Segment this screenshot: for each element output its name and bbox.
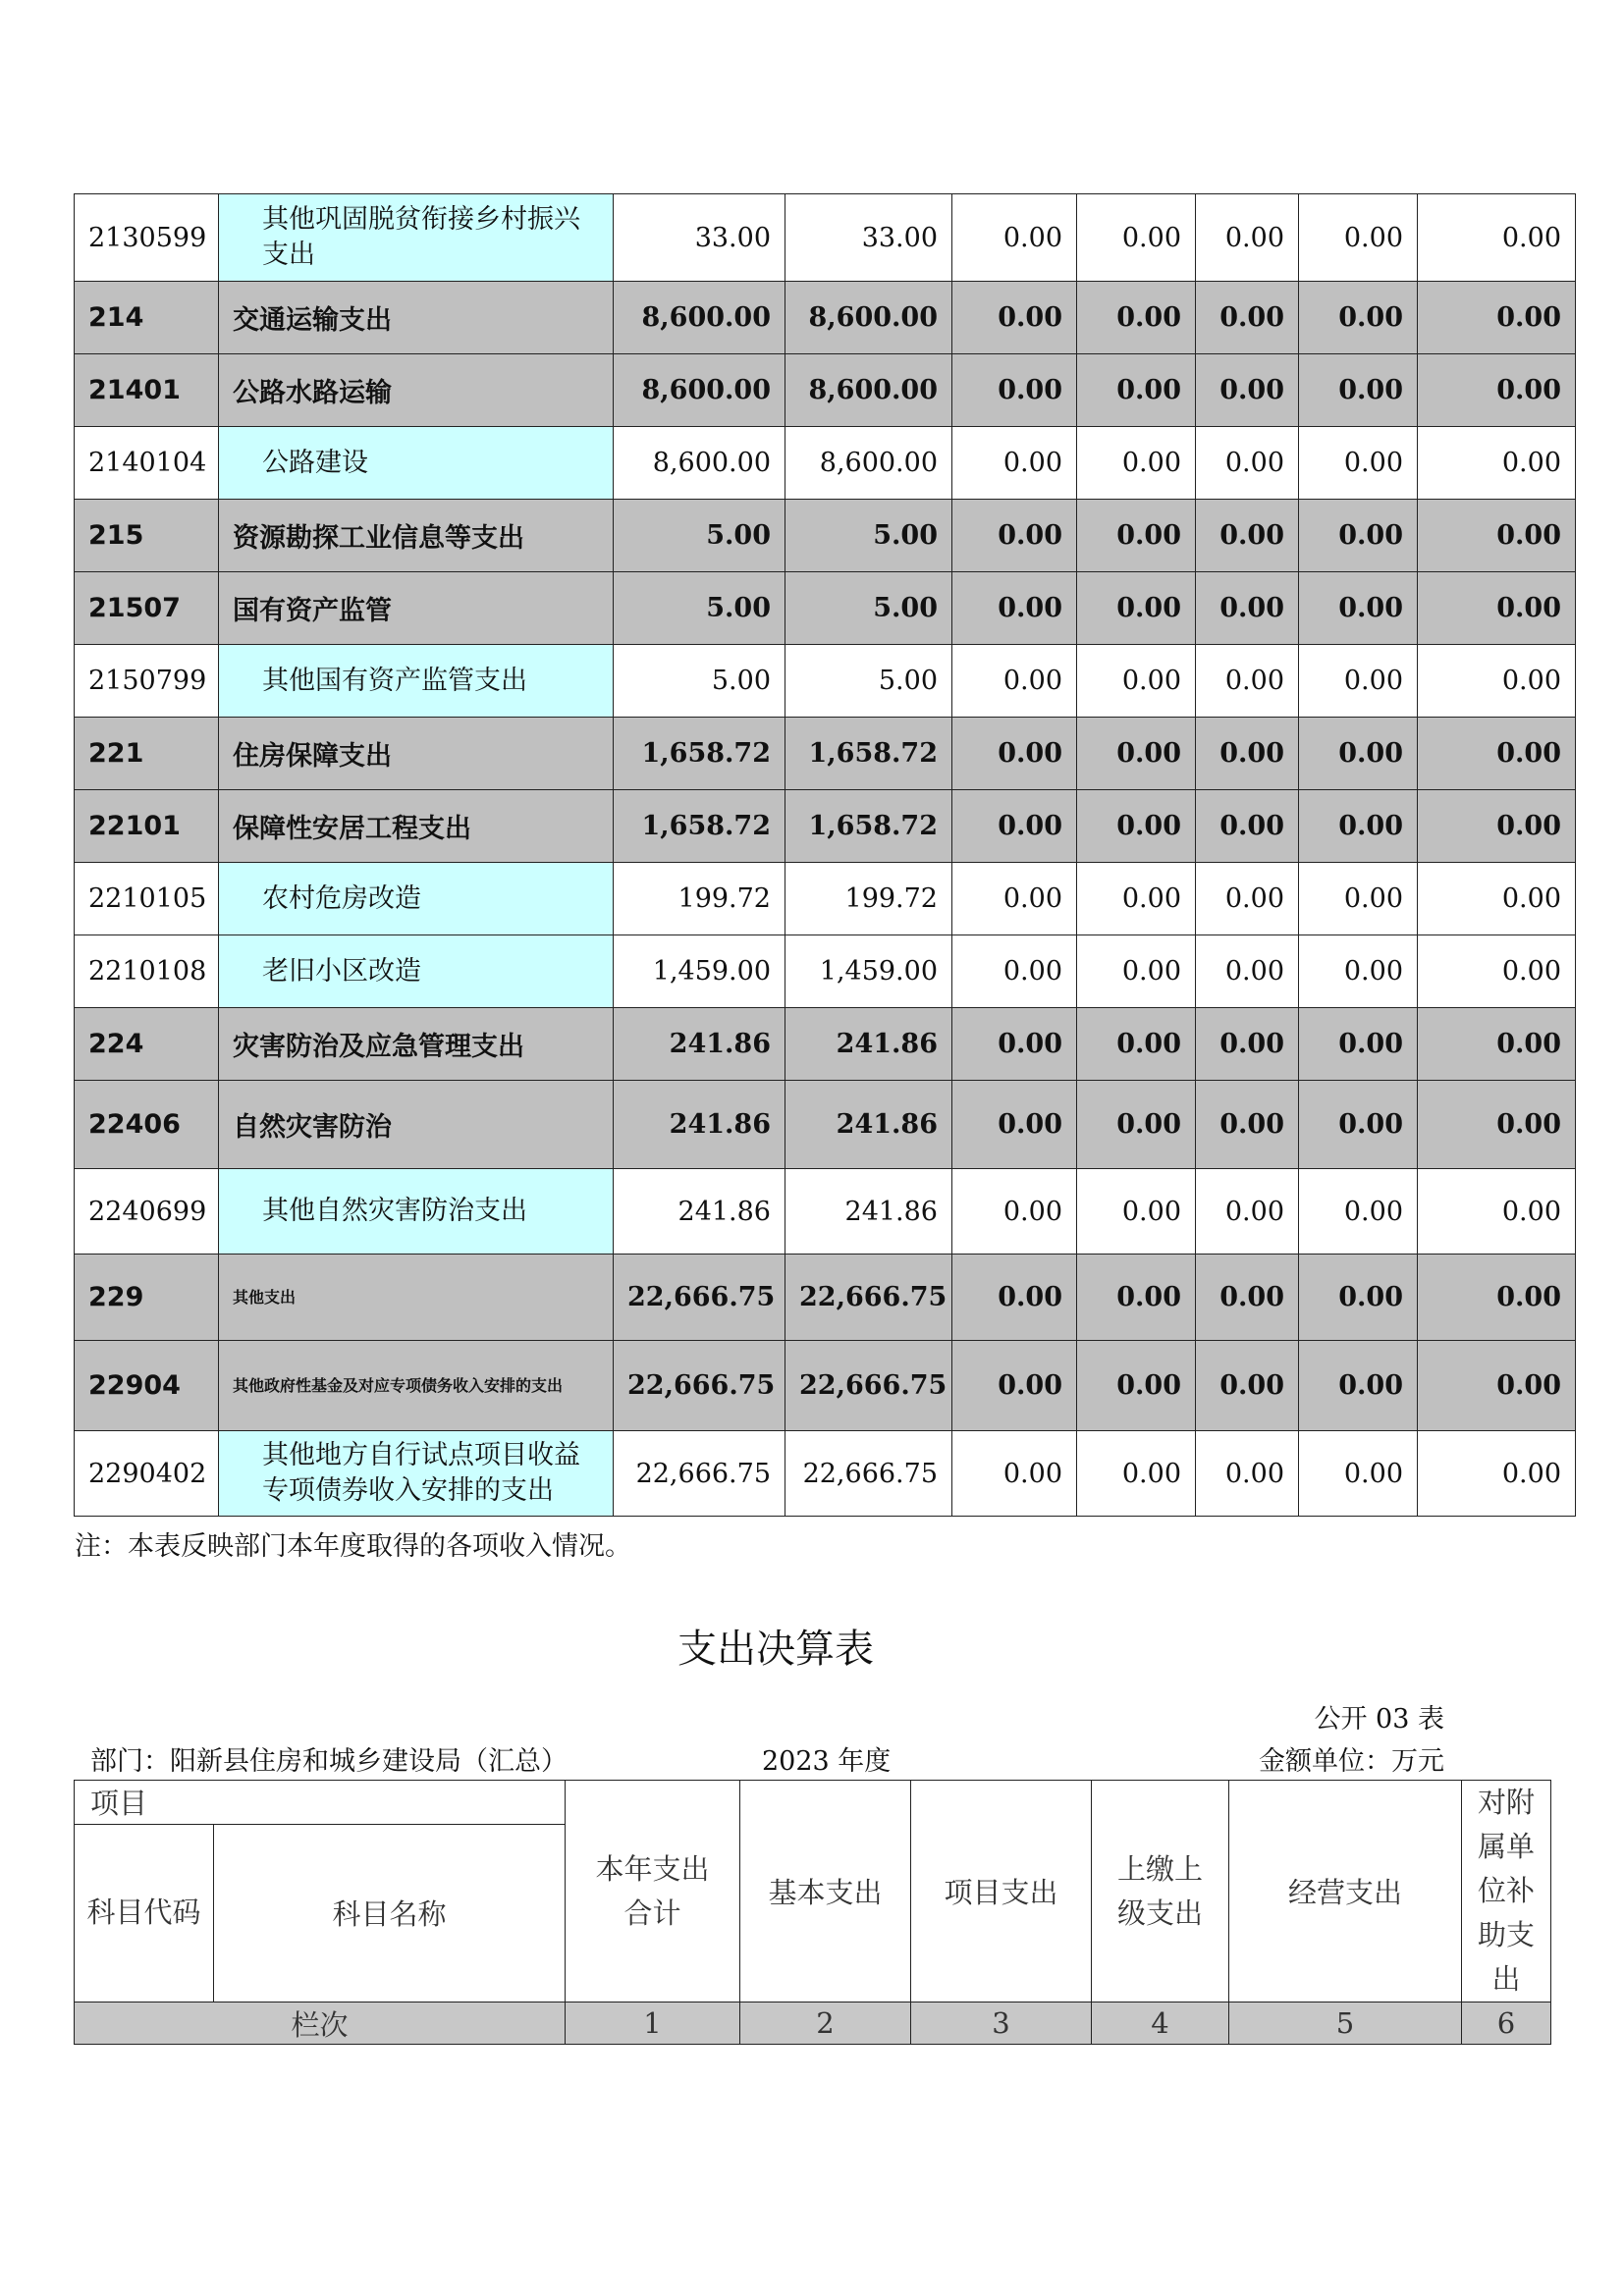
row-value: 0.00 [1418,572,1576,645]
row-value: 0.00 [1299,1081,1418,1169]
row-value: 0.00 [1196,1169,1299,1255]
header-subsidy: 对附 属单 位补 助支 出 [1462,1781,1551,2002]
row-value: 5.00 [614,500,785,572]
row-value: 0.00 [1196,645,1299,718]
row-value: 0.00 [1418,645,1576,718]
column-number: 2 [740,2002,911,2045]
row-value: 22,666.75 [785,1255,952,1341]
table-row [75,645,1576,718]
header-project-expense: 项目支出 [911,1781,1092,2002]
row-value: 0.00 [952,1081,1077,1169]
income-table-body [75,194,1576,1517]
row-value: 0.00 [952,1169,1077,1255]
row-value: 1,658.72 [614,718,785,790]
row-name: 其他地方自行试点项目收益专项债券收入安排的支出 [219,1431,614,1517]
row-value: 0.00 [1299,354,1418,427]
column-number: 4 [1092,2002,1229,2045]
row-value: 0.00 [1077,572,1196,645]
row-value: 0.00 [1077,282,1196,354]
row-code: 2130599 [75,194,219,282]
row-value: 0.00 [1299,645,1418,718]
row-code: 2140104 [75,427,219,500]
table-row [75,1255,1576,1341]
row-value: 0.00 [1418,718,1576,790]
column-number-row [75,2002,1551,2045]
row-value: 22,666.75 [614,1431,785,1517]
row-value: 0.00 [952,282,1077,354]
row-value: 0.00 [1196,354,1299,427]
row-value: 0.00 [1299,1008,1418,1081]
row-name: 其他自然灾害防治支出 [219,1169,614,1255]
row-name: 其他巩固脱贫衔接乡村振兴支出 [219,194,614,282]
row-value: 8,600.00 [614,282,785,354]
column-number: 5 [1229,2002,1462,2045]
row-value: 0.00 [1418,1169,1576,1255]
column-label: 栏次 [75,2002,566,2045]
row-value: 0.00 [1418,500,1576,572]
row-value: 0.00 [1299,282,1418,354]
table-row [75,1081,1576,1169]
row-name: 资源勘探工业信息等支出 [219,500,614,572]
row-value: 0.00 [1077,427,1196,500]
row-code: 214 [75,282,219,354]
row-code: 21507 [75,572,219,645]
row-value: 33.00 [785,194,952,282]
row-value: 241.86 [785,1081,952,1169]
row-name: 交通运输支出 [219,282,614,354]
row-value: 0.00 [1077,354,1196,427]
row-value: 0.00 [1196,1008,1299,1081]
row-value: 0.00 [952,1008,1077,1081]
row-value: 0.00 [1196,790,1299,863]
row-value: 0.00 [1196,572,1299,645]
row-value: 0.00 [1196,1255,1299,1341]
row-name: 住房保障支出 [219,718,614,790]
row-value: 8,600.00 [614,354,785,427]
table-row [75,935,1576,1008]
row-value: 0.00 [952,427,1077,500]
income-table [74,193,1576,1517]
row-value: 0.00 [952,863,1077,935]
row-value: 199.72 [785,863,952,935]
row-value: 0.00 [1077,1255,1196,1341]
row-value: 0.00 [1299,863,1418,935]
row-value: 0.00 [952,194,1077,282]
row-value: 5.00 [785,572,952,645]
table-row [75,863,1576,935]
row-value: 33.00 [614,194,785,282]
header-project: 项目 [75,1781,566,1825]
row-value: 1,658.72 [785,790,952,863]
row-name: 灾害防治及应急管理支出 [219,1008,614,1081]
row-name: 公路建设 [219,427,614,500]
row-value: 0.00 [1418,1081,1576,1169]
row-value: 199.72 [614,863,785,935]
row-value: 0.00 [1196,863,1299,935]
row-name: 公路水路运输 [219,354,614,427]
row-value: 0.00 [1418,427,1576,500]
row-name: 国有资产监管 [219,572,614,645]
row-name: 农村危房改造 [219,863,614,935]
row-value: 0.00 [952,790,1077,863]
table-row [75,194,1576,282]
row-code: 229 [75,1255,219,1341]
row-name: 保障性安居工程支出 [219,790,614,863]
row-value: 241.86 [614,1081,785,1169]
table-row [75,718,1576,790]
row-name: 其他支出 [219,1255,614,1341]
row-code: 2210105 [75,863,219,935]
row-value: 5.00 [614,645,785,718]
row-value: 0.00 [1196,282,1299,354]
row-value: 0.00 [1077,1008,1196,1081]
table-row [75,1169,1576,1255]
row-value: 0.00 [1418,790,1576,863]
row-value: 0.00 [1299,1169,1418,1255]
expense-table [74,1780,1551,2045]
row-value: 0.00 [1077,790,1196,863]
row-value: 0.00 [1299,1341,1418,1431]
row-value: 0.00 [1077,1081,1196,1169]
row-value: 0.00 [1077,1169,1196,1255]
row-value: 0.00 [952,354,1077,427]
table-row [75,790,1576,863]
row-value: 241.86 [785,1169,952,1255]
row-value: 0.00 [1299,500,1418,572]
row-code: 221 [75,718,219,790]
row-code: 215 [75,500,219,572]
column-number: 3 [911,2002,1092,2045]
row-value: 1,658.72 [614,790,785,863]
row-value: 5.00 [614,572,785,645]
row-code: 22101 [75,790,219,863]
header-total: 本年支出 合计 [566,1781,740,2002]
row-value: 241.86 [614,1008,785,1081]
table-row [75,1008,1576,1081]
row-value: 0.00 [1418,935,1576,1008]
row-value: 1,658.72 [785,718,952,790]
row-value: 0.00 [1196,935,1299,1008]
row-value: 0.00 [1077,935,1196,1008]
row-value: 0.00 [1418,282,1576,354]
row-code: 224 [75,1008,219,1081]
row-value: 241.86 [785,1008,952,1081]
row-value: 0.00 [1077,863,1196,935]
row-code: 2210108 [75,935,219,1008]
table-id: 公开 03 表 [1314,1704,1444,1735]
row-value: 0.00 [952,1255,1077,1341]
row-name: 其他政府性基金及对应专项债务收入安排的支出 [219,1341,614,1431]
row-code: 21401 [75,354,219,427]
row-value: 0.00 [1299,572,1418,645]
table-row [75,282,1576,354]
row-value: 0.00 [1299,1431,1418,1517]
row-value: 5.00 [785,500,952,572]
row-value: 0.00 [1418,1008,1576,1081]
row-value: 0.00 [952,645,1077,718]
row-value: 241.86 [614,1169,785,1255]
unit-label: 金额单位：万元 [1259,1746,1444,1777]
row-value: 0.00 [952,1341,1077,1431]
row-value: 22,666.75 [785,1431,952,1517]
row-value: 0.00 [952,500,1077,572]
row-value: 0.00 [1299,718,1418,790]
row-value: 1,459.00 [785,935,952,1008]
row-value: 0.00 [1418,1255,1576,1341]
table-row [75,354,1576,427]
column-number: 6 [1462,2002,1551,2045]
row-value: 0.00 [1418,1341,1576,1431]
row-value: 0.00 [952,935,1077,1008]
row-value: 22,666.75 [614,1341,785,1431]
table-row [75,427,1576,500]
row-value: 0.00 [1299,427,1418,500]
row-value: 0.00 [1418,1431,1576,1517]
header-upper: 上缴上 级支出 [1092,1781,1229,2002]
row-value: 0.00 [1077,645,1196,718]
row-value: 0.00 [1299,1255,1418,1341]
row-value: 0.00 [1299,790,1418,863]
table-row [75,500,1576,572]
department-label: 部门：阳新县住房和城乡建设局（汇总） [90,1746,568,1777]
row-value: 0.00 [1418,194,1576,282]
row-value: 0.00 [1299,194,1418,282]
row-value: 0.00 [1077,500,1196,572]
row-name: 自然灾害防治 [219,1081,614,1169]
row-value: 0.00 [952,718,1077,790]
row-value: 0.00 [1196,1341,1299,1431]
row-value: 22,666.75 [785,1341,952,1431]
header-code: 科目代码 [75,1824,214,2002]
row-value: 0.00 [1418,354,1576,427]
row-value: 22,666.75 [614,1255,785,1341]
row-code: 2290402 [75,1431,219,1517]
row-value: 8,600.00 [614,427,785,500]
row-code: 2240699 [75,1169,219,1255]
row-code: 22406 [75,1081,219,1169]
header-basic: 基本支出 [740,1781,911,2002]
page-title: 支出决算表 [677,1627,874,1672]
row-value: 0.00 [1077,1341,1196,1431]
row-value: 0.00 [1418,863,1576,935]
row-value: 0.00 [1196,500,1299,572]
header-name: 科目名称 [214,1824,566,2002]
row-value: 8,600.00 [785,282,952,354]
table-row [75,572,1576,645]
row-value: 8,600.00 [785,354,952,427]
row-value: 0.00 [1196,718,1299,790]
row-value: 1,459.00 [614,935,785,1008]
row-name: 老旧小区改造 [219,935,614,1008]
row-value: 0.00 [1077,718,1196,790]
table-note: 注：本表反映部门本年度取得的各项收入情况。 [75,1531,631,1562]
row-value: 0.00 [1196,194,1299,282]
row-value: 8,600.00 [785,427,952,500]
header-operating: 经营支出 [1229,1781,1462,2002]
row-value: 0.00 [952,1431,1077,1517]
row-value: 0.00 [1196,1431,1299,1517]
row-value: 0.00 [1299,935,1418,1008]
row-value: 5.00 [785,645,952,718]
year-label: 2023 年度 [762,1746,892,1777]
column-number: 1 [566,2002,740,2045]
row-name: 其他国有资产监管支出 [219,645,614,718]
row-code: 2150799 [75,645,219,718]
row-value: 0.00 [1077,1431,1196,1517]
row-value: 0.00 [1077,194,1196,282]
row-value: 0.00 [1196,1081,1299,1169]
row-value: 0.00 [952,572,1077,645]
table-row [75,1431,1576,1517]
row-value: 0.00 [1196,427,1299,500]
row-code: 22904 [75,1341,219,1431]
table-row [75,1341,1576,1431]
